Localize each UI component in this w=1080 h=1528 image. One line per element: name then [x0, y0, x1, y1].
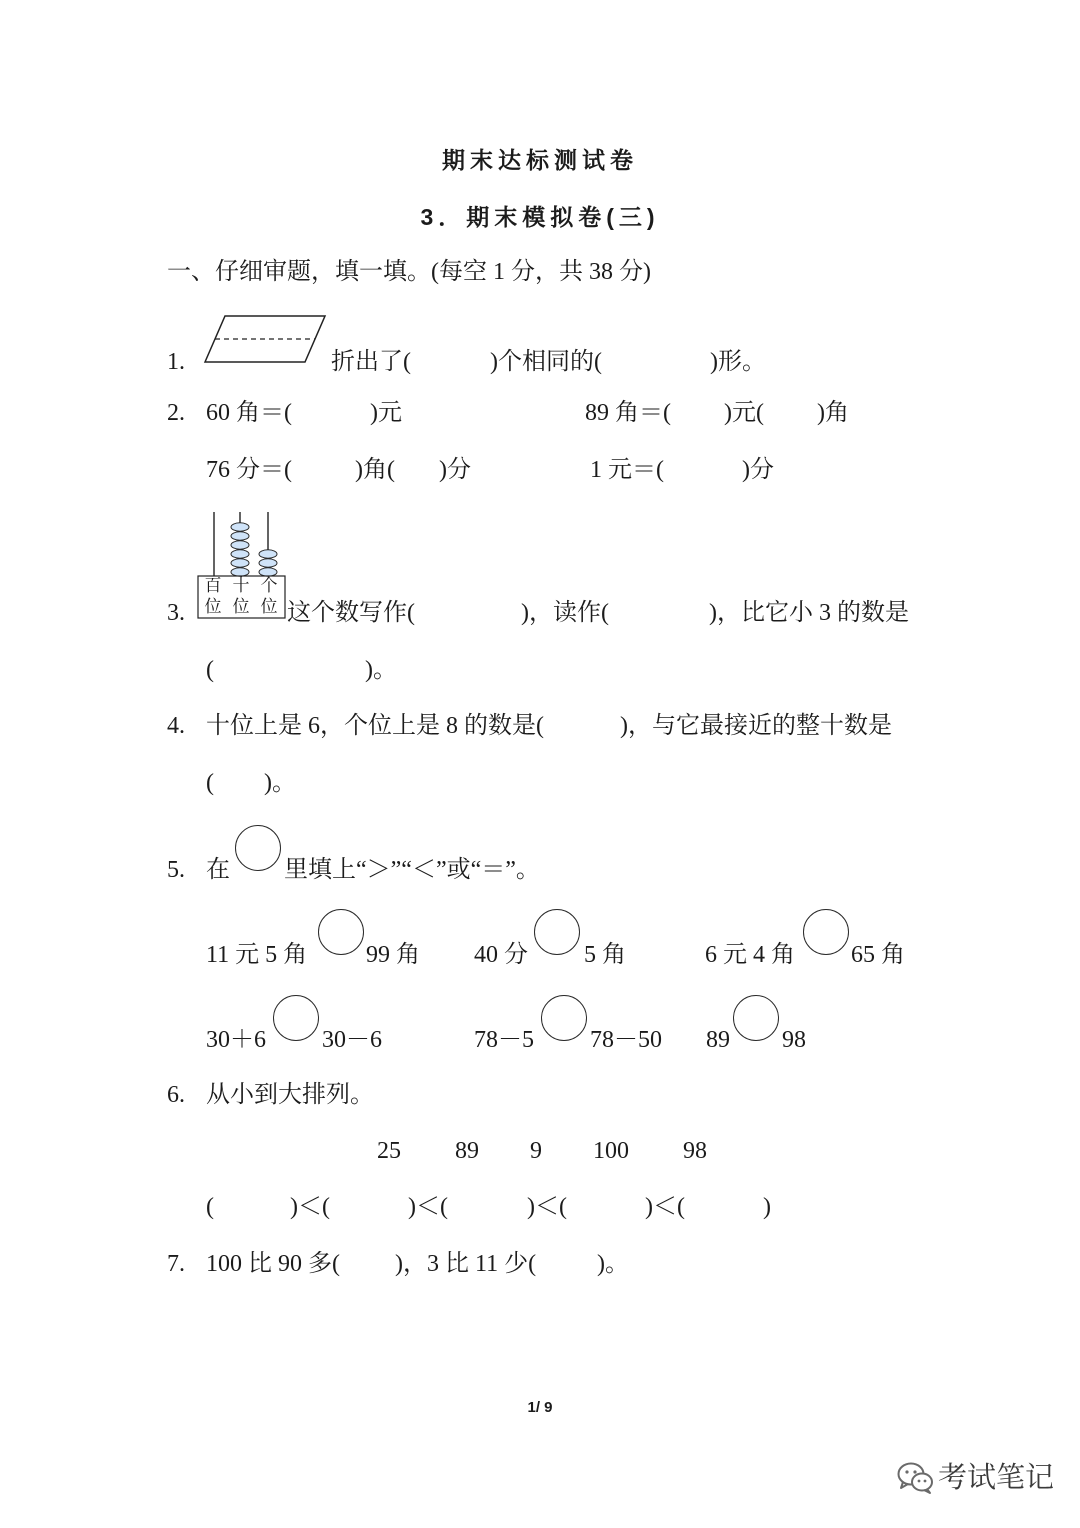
abacus-beads	[231, 523, 277, 576]
question-number: 5.	[167, 857, 185, 883]
question-text: )，3 比 11 少(	[395, 1251, 537, 1277]
number-item: 89	[455, 1138, 479, 1164]
question-number: 7.	[167, 1251, 185, 1277]
compare-circle	[318, 909, 364, 955]
question-text: )个相同的(	[490, 349, 602, 375]
compare-right: 5 角	[584, 942, 626, 968]
abacus-label-place: 位	[204, 597, 222, 616]
abacus-label-hundreds: 百	[204, 576, 222, 595]
question-text: )，读作(	[521, 600, 609, 626]
compare-left: 78－5	[474, 1027, 534, 1053]
compare-right: 78－50	[590, 1027, 662, 1053]
question-text: 在	[206, 857, 230, 883]
question-text: 折出了(	[331, 349, 411, 375]
folded-parallelogram-figure	[204, 314, 328, 364]
exam-subtitle: 3．期末模拟卷(三)	[420, 204, 660, 230]
abacus-label-place: 位	[232, 597, 250, 616]
question-text: 100 比 90 多(	[206, 1251, 340, 1277]
question-text: 这个数写作(	[287, 600, 415, 626]
question-text: (	[206, 770, 214, 796]
abacus-bead	[231, 523, 249, 531]
abacus-bead	[231, 532, 249, 540]
question-text: )，与它最接近的整十数是	[620, 713, 892, 739]
question-number: 4.	[167, 713, 185, 739]
compare-left: 30＋6	[206, 1027, 266, 1053]
compare-circle	[803, 909, 849, 955]
number-item: 98	[683, 1138, 707, 1164]
answer-blank-sequence: )＜(	[290, 1194, 330, 1220]
question-text: )。	[264, 770, 296, 796]
number-item: 100	[593, 1138, 629, 1164]
compare-right: 65 角	[851, 942, 905, 968]
abacus-label-place: 位	[260, 597, 278, 616]
question-text: )角(	[355, 457, 395, 483]
question-number: 6.	[167, 1082, 185, 1108]
compare-left: 6 元 4 角	[705, 942, 795, 968]
number-item: 9	[530, 1138, 542, 1164]
abacus-figure	[197, 510, 287, 620]
compare-left: 40 分	[474, 942, 528, 968]
question-text: )分	[742, 457, 774, 483]
section-heading: 一、仔细审题，填一填。(每空 1 分，共 38 分)	[167, 259, 651, 285]
number-item: 25	[377, 1138, 401, 1164]
question-text: )元(	[724, 400, 764, 426]
abacus-label-ones: 个	[260, 576, 278, 595]
question-number: 3.	[167, 600, 185, 626]
compare-circle	[273, 995, 319, 1041]
abacus-bead	[231, 541, 249, 549]
question-text: 十位上是 6，个位上是 8 的数是(	[206, 713, 544, 739]
question-text: )，比它小 3 的数是	[709, 600, 909, 626]
page-number: 1/ 9	[527, 1399, 553, 1416]
abacus-bead	[259, 559, 277, 567]
abacus-label-tens: 十	[232, 576, 250, 595]
compare-circle	[235, 825, 281, 871]
answer-blank-sequence: )	[763, 1194, 771, 1220]
question-text: )元	[370, 400, 402, 426]
abacus-bead	[259, 550, 277, 558]
abacus-bead	[259, 568, 277, 576]
compare-circle	[541, 995, 587, 1041]
question-number: 1.	[167, 349, 185, 375]
answer-blank-sequence: )＜(	[645, 1194, 685, 1220]
question-number: 2.	[167, 400, 185, 426]
question-text: 里填上“＞”“＜”或“＝”。	[284, 857, 540, 883]
compare-left: 89	[706, 1027, 730, 1053]
question-text: )。	[365, 657, 397, 683]
answer-blank-sequence: (	[206, 1194, 214, 1220]
abacus-bead	[231, 550, 249, 558]
question-text: 从小到大排列。	[206, 1082, 374, 1108]
question-text: (	[206, 657, 214, 683]
compare-circle	[534, 909, 580, 955]
question-text: 76 分＝(	[206, 457, 292, 483]
question-text: )形。	[710, 349, 766, 375]
abacus-bead	[231, 559, 249, 567]
compare-left: 11 元 5 角	[206, 942, 308, 968]
question-text: )分	[439, 457, 471, 483]
question-text: 60 角＝(	[206, 400, 292, 426]
abacus-bead	[231, 568, 249, 576]
question-text: )角	[817, 400, 849, 426]
question-text: 89 角＝(	[585, 400, 671, 426]
exam-title: 期末达标测试卷	[442, 147, 638, 173]
compare-right: 30－6	[322, 1027, 382, 1053]
compare-right: 99 角	[366, 942, 420, 968]
compare-circle	[733, 995, 779, 1041]
compare-right: 98	[782, 1027, 806, 1053]
answer-blank-sequence: )＜(	[408, 1194, 448, 1220]
watermark-text: 考试笔记	[938, 1462, 1055, 1494]
wechat-icon	[897, 1461, 935, 1495]
question-text: 1 元＝(	[590, 457, 664, 483]
answer-blank-sequence: )＜(	[527, 1194, 567, 1220]
question-text: )。	[597, 1251, 629, 1277]
